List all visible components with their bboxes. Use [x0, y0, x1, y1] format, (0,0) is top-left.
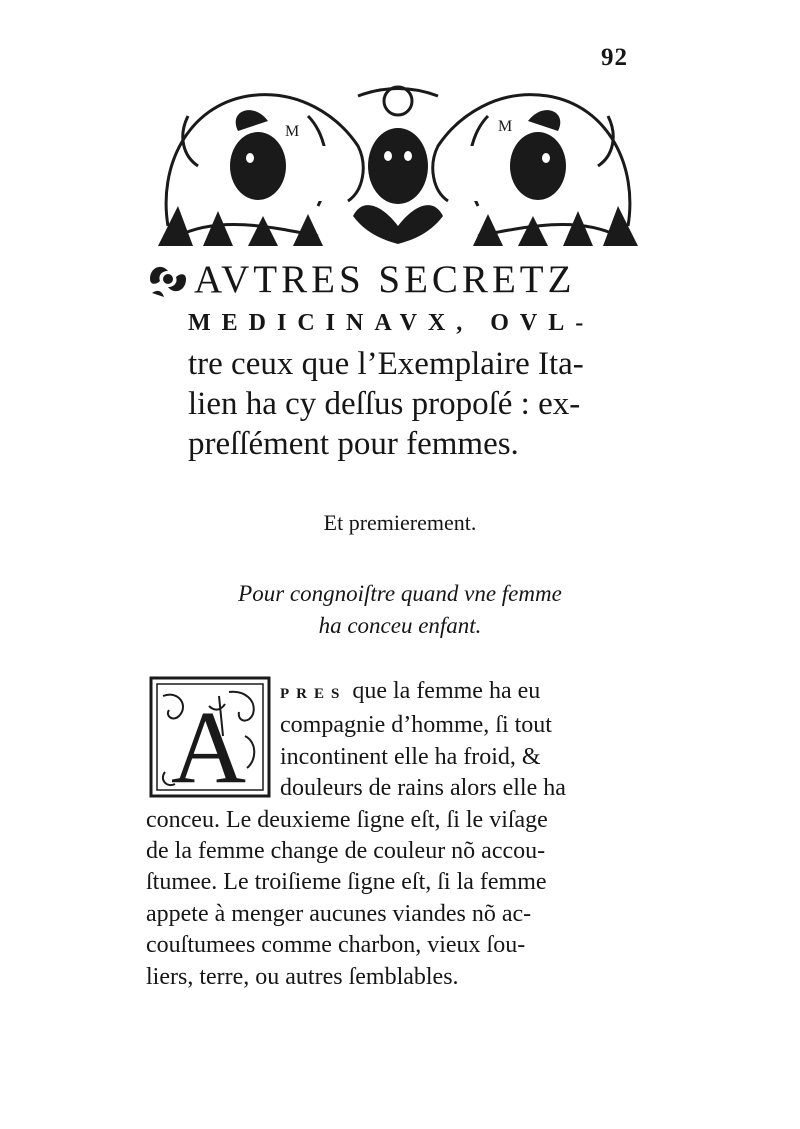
- paragraph-line: de la femme change de couleur nõ accou-: [146, 838, 546, 865]
- paragraph-line: liers, terre, ou autres ſemblables.: [146, 963, 459, 990]
- page-number: 92: [601, 44, 628, 71]
- heading-body-line: tre ceux que l’Exemplaire Ita-: [188, 346, 584, 382]
- chapter-heading-body: [188, 344, 658, 464]
- dropcap-letter: A: [171, 690, 247, 798]
- paragraph-line: ſtumee. Le troiſieme ſigne eſt, ſi la femme: [146, 869, 547, 896]
- paragraph-line-text: que la femme ha eu: [352, 678, 541, 704]
- heading-body-line: preſſément pour femmes.: [188, 426, 519, 462]
- chapter-heading-line-1: [146, 256, 646, 302]
- woodcut-headpiece-ornament: [158, 76, 638, 246]
- chapter-heading-title: AVTRES SECRETZ: [194, 257, 576, 301]
- paragraph-line: compagnie d’homme, ſi tout: [280, 712, 552, 739]
- section-title-line: ha conceu enfant.: [318, 613, 482, 638]
- ornament-letter-right: M: [498, 118, 513, 135]
- paragraph-line: couſtumees comme charbon, vieux ſou-: [146, 932, 526, 959]
- section-subheading: Et premierement.: [323, 510, 477, 535]
- section-title: [0, 578, 800, 642]
- ornament-letter-left: M: [285, 123, 300, 140]
- paragraph-line: incontinent elle ha froid, &: [280, 743, 541, 770]
- fleuron-icon: [146, 259, 190, 299]
- body-paragraph: [146, 676, 646, 993]
- paragraph-line: [146, 676, 646, 710]
- paragraph-line: appete à menger aucunes viandes nõ ac-: [146, 900, 532, 927]
- chapter-heading-line-2: MEDICINAVX, OVL-: [188, 310, 595, 336]
- paragraph-opening-smallcaps: PRES: [280, 686, 347, 702]
- section-title-line: Pour congnoiſtre quand vne femme: [238, 581, 562, 606]
- heading-body-line: lien ha cy deſſus propoſé : ex-: [188, 386, 581, 422]
- paragraph-line: conceu. Le deuxieme ſigne eſt, ſi le viſage: [146, 806, 548, 833]
- paragraph-line: douleurs de rains alors elle ha: [280, 775, 566, 802]
